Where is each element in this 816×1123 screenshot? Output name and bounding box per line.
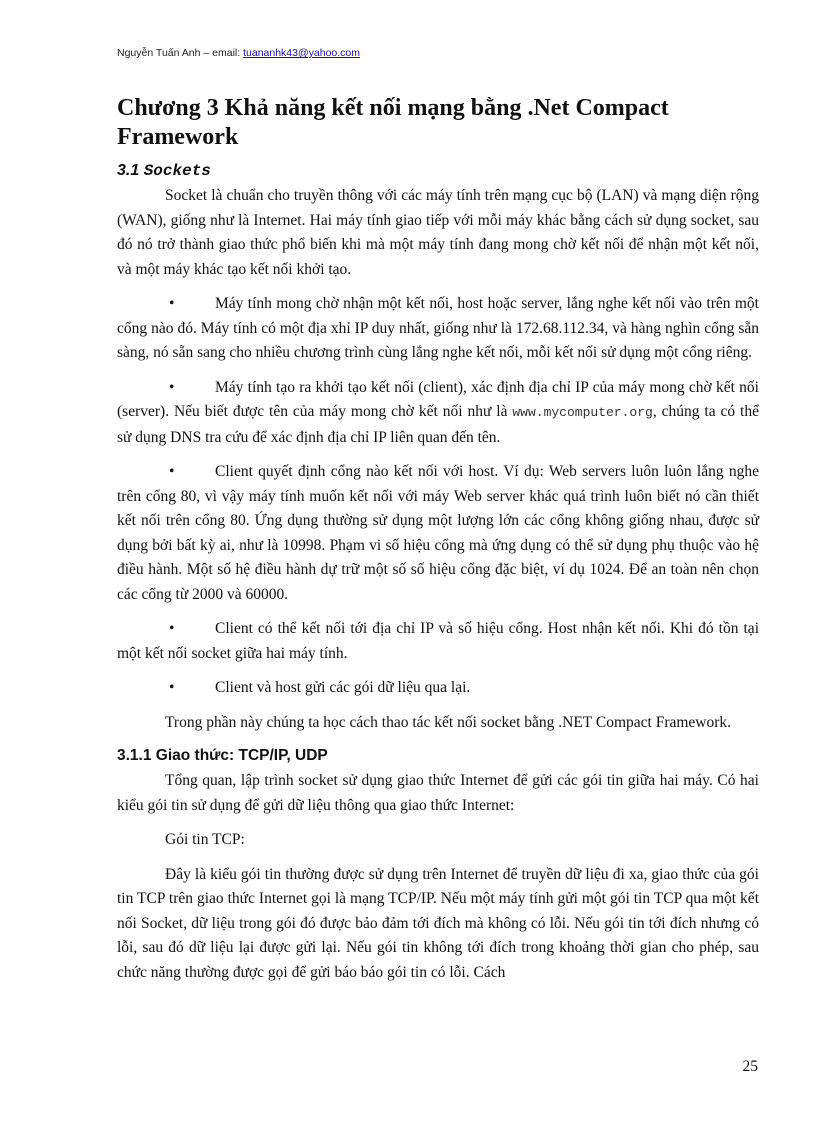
section-heading	[117, 162, 759, 180]
author-label: Nguyễn Tuấn Anh – email:	[117, 47, 244, 59]
page-header	[117, 47, 360, 59]
section-number: 3.1	[117, 162, 144, 179]
bullet-icon: •	[169, 295, 175, 312]
bullet-item	[117, 617, 759, 666]
email-link[interactable]: tuananhk43@yahoo.com	[243, 47, 360, 59]
intro-paragraph: Socket là chuẩn cho truyền thông với các máy tính trên mạng cục bộ (LAN) và mạng diện rộng (WAN), giống như là Internet. Hai máy tính giao tiếp với mỗi máy khác bằng cách sử dụng socket, sau đó nó trở thành giao thức phổ biến khi mà một máy tính đang mong chờ kết nối để nhận một kết nối, và một máy khác tạo kết nối khởi tạo.	[117, 187, 759, 278]
bullet-text: Client quyết định cổng nào kết nối với host. Ví dụ: Web servers luôn luôn lắng nghe trên cổng 80, vì vậy máy tính muốn kết nối với máy Web server khác quá trình luôn biết nó cần thiết kết nối trên cổng 80. Ứng dụng thường sử dụng một lượng lớn các cổng không giống nhau, được sử dụng bởi bất kỳ ai, như là 10998. Phạm vi số hiệu cổng mà ứng dụng có thể sử dụng phụ thuộc vào hệ điều hành. Một số hệ điều hành dự trữ một số số hiệu cổng đặc biệt, ví dụ 1024. Để an toàn nên chọn các cổng từ 2000 và 60000.	[117, 463, 759, 603]
overview-paragraph: Tổng quan, lập trình socket sử dụng giao thức Internet để gửi các gói tin giữa hai máy. Có hai kiểu gói tin sử dụng để gửi dữ liệu thông qua giao thức Internet:	[117, 772, 759, 814]
bullet-icon: •	[169, 378, 175, 396]
outro-paragraph: Trong phần này chúng ta học cách thao tác kết nối socket bằng .NET Compact Framework.	[165, 713, 732, 731]
chapter-title: Chương 3 Khả năng kết nối mạng bằng .Net Compact Framework	[117, 95, 669, 150]
bullet-icon: •	[169, 679, 175, 696]
page-number: 25	[742, 1058, 758, 1075]
section-title: Sockets	[143, 162, 211, 180]
tcp-paragraph: Đây là kiểu gói tin thường được sử dụng trên Internet để truyền dữ liệu đi xa, giao thức của gói tin TCP trên giao thức Internet gọi là mạng TCP/IP. Nếu một máy tính gửi một gói tin TCP qua một kết nối Socket, dữ liệu trong gói đó được bảo đảm tới đích mà không có lỗi. Nếu gói tin tới đích nhưng có lỗi, sau đó dữ liệu lại được gửi lại. Nếu gói tin không tới đích trong khoảng thời gian cho phép, sau chức năng thường được gọi để gửi báo báo gói tin có lỗi. Cách	[117, 865, 759, 981]
tcp-label: Gói tin TCP:	[165, 831, 245, 848]
bullet-text: Máy tính mong chờ nhận một kết nối, host hoặc server, lắng nghe kết nối vào trên một cổng nào đó. Máy tính có một địa xhỉ IP duy nhất, giống như là 172.68.112.34, và hàng nghìn cổng sẵn sàng, nó sẵn sang cho nhiều chương trình cùng lắng nghe kết nối, mỗi kết nối sử dụng một cổng riêng.	[117, 295, 759, 361]
bullet-icon: •	[169, 620, 175, 637]
bullet-item	[117, 376, 759, 451]
bullet-item	[117, 292, 759, 366]
bullet-icon: •	[169, 463, 175, 480]
bullet-text: Client và host gửi các gói dữ liệu qua lại.	[215, 679, 471, 696]
page-content	[117, 90, 759, 995]
bullet-item	[117, 460, 759, 607]
subsection-heading: 3.1.1 Giao thức: TCP/IP, UDP	[117, 747, 328, 764]
bullet-text: Client có thể kết nối tới địa chỉ IP và số hiệu cổng. Host nhận kết nối. Khi đó tồn tại một kết nối socket giữa hai máy tính.	[117, 620, 759, 662]
domain-code: www.mycomputer.org	[512, 405, 653, 420]
bullet-item	[117, 676, 759, 701]
bullet-text: , chúng ta có thể sử dụng DNS tra cứu để xác định địa chỉ IP liên quan đến tên.	[117, 403, 759, 446]
bullet-text: Máy tính tạo ra khởi tạo kết nối (client), xác định địa chỉ IP của máy mong chờ kết nối (server). Nếu biết được tên của máy mong chờ kết nối như là	[117, 378, 759, 420]
